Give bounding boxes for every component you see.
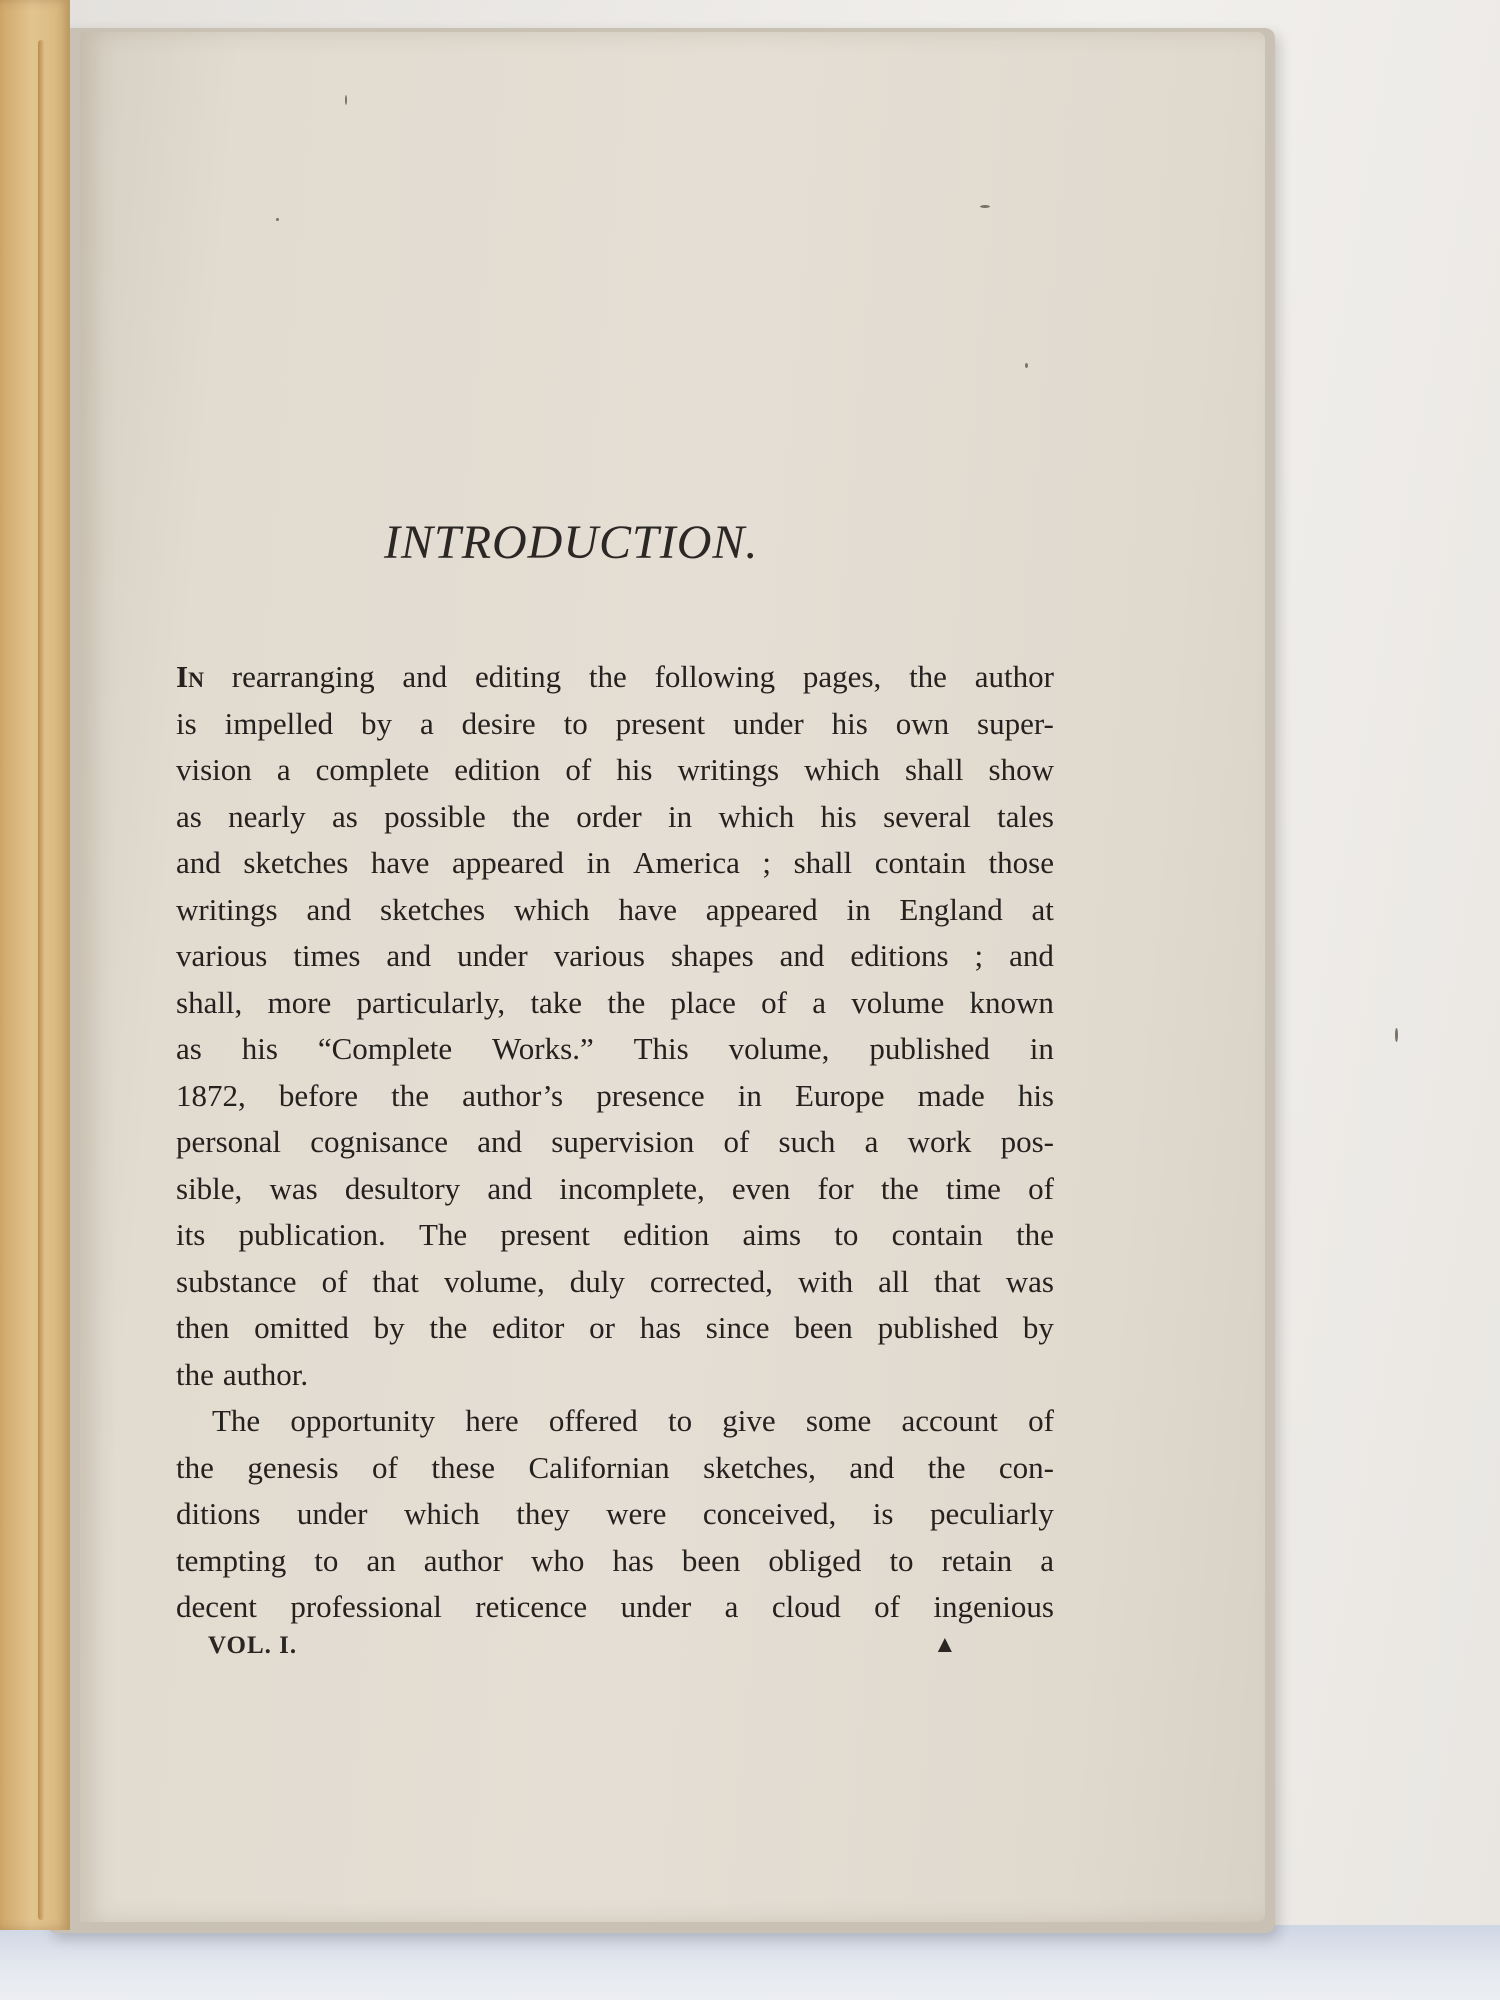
text-line: as his “Complete Works.” This volume, published in [176,1031,1054,1066]
text-line: shall, more particularly, take the place of a volume known [176,984,1054,1020]
paper-speck [1025,363,1028,368]
paper-speck [980,205,990,208]
background-bottom [0,1925,1500,2000]
paper-speck [276,218,279,221]
page-title: INTRODUCTION. [384,516,759,569]
volume-marker: VOL. I. [208,1632,298,1659]
text-line: the author. [176,1356,309,1392]
text-line: various times and under various shapes and editions ; and [176,938,1054,973]
text-line: then omitted by the editor or has since been published by [176,1310,1054,1345]
text-line: ditions under which they were conceived, is peculiarly [176,1496,1054,1531]
paper-speck [1395,1028,1398,1042]
text-line: as nearly as possible the order in which his several tales [176,798,1054,834]
text-line: substance of that volume, duly corrected, with all that was [176,1263,1054,1299]
paragraph-2 [176,1398,1054,1631]
previous-page-edge [0,0,70,1930]
text-line: and sketches have appeared in America ; shall contain those [176,845,1054,880]
paper-speck [345,95,347,105]
body-text [176,654,1054,1631]
text-line: tempting to an author who has been obliged to retain a [176,1542,1054,1578]
text-line: decent professional reticence under a cloud of ingenious [176,1589,1054,1624]
paragraph-1 [176,654,1054,1398]
text-line: the genesis of these Californian sketches, and the con- [176,1449,1054,1485]
text-line: In rearranging and editing the following pages, the author [176,659,1054,694]
signature-mark: ▲ [933,1632,957,1658]
text-line: is impelled by a desire to present under his own super- [176,705,1054,741]
text-line: sible, was desultory and incomplete, even for the time of [176,1170,1054,1206]
text-line: The opportunity here offered to give some account of [212,1403,1054,1438]
page-edge-gilt [38,40,44,1920]
page-footer [208,1632,968,1668]
text-line: writings and sketches which have appeared in England at [176,891,1054,927]
text-line: personal cognisance and supervision of such a work pos- [176,1124,1054,1159]
text-line: vision a complete edition of his writings which shall show [176,752,1054,787]
text-line: its publication. The present edition aims to contain the [176,1217,1054,1252]
text-line: 1872, before the author’s presence in Europe made his [176,1077,1054,1113]
